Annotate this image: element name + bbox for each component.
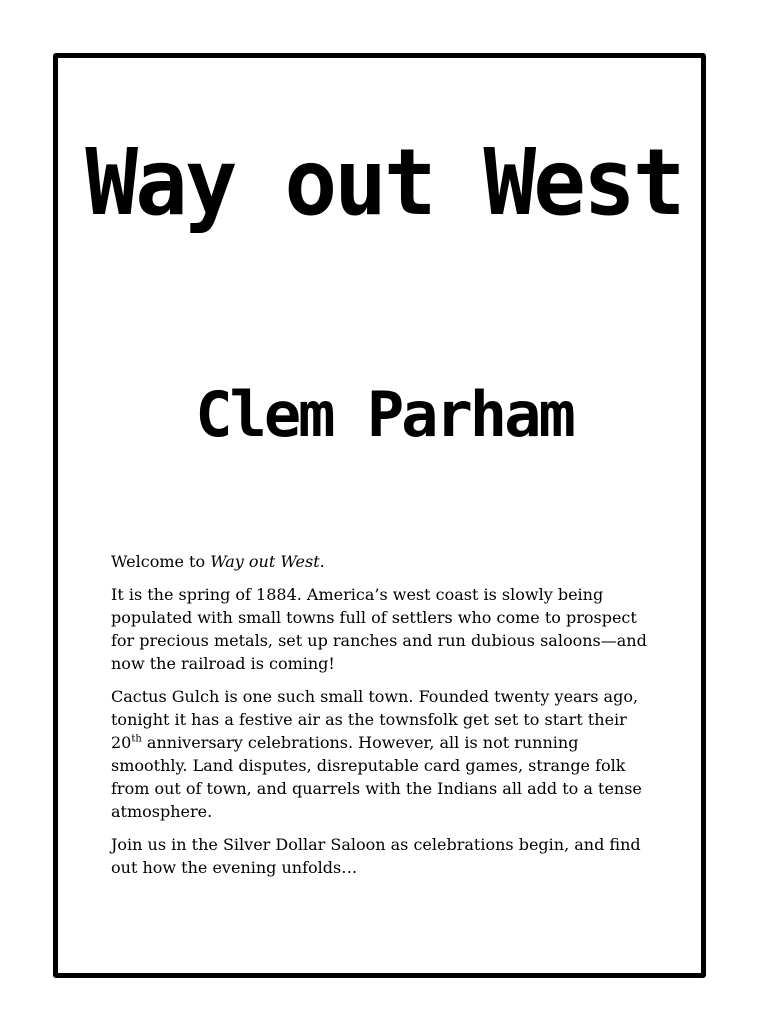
document-title: Way out West	[85, 129, 683, 236]
welcome-line	[111, 550, 651, 573]
paragraph-setting: It is the spring of 1884. America’s west coast is slowly being populated with small towns full of settlers who come to prospect for precious metals, set up ranches and run dubious saloons—and now the railroad is coming!	[111, 585, 647, 673]
ordinal-superscript: th	[131, 733, 142, 745]
intro-text	[111, 550, 651, 889]
paragraph-town-part-1: Cactus Gulch is one such small town. Founded twenty years ago, tonight it has a festive air as the townsfolk get set to start their 20	[111, 687, 639, 752]
welcome-prefix: Welcome to	[111, 552, 211, 571]
paragraph-town-part-2: anniversary celebrations. However, all is not running smoothly. Land disputes, disreputable card games, strange folk from out of town, and quarrels with the Indians all add to a tense atmosphere.	[111, 733, 642, 821]
paragraph-town	[111, 685, 651, 823]
welcome-title-emphasis: Way out West.	[210, 552, 325, 571]
author-name: Clem Parham	[195, 378, 573, 451]
paragraph-invitation: Join us in the Silver Dollar Saloon as celebrations begin, and find out how the evening unfolds…	[111, 835, 641, 877]
